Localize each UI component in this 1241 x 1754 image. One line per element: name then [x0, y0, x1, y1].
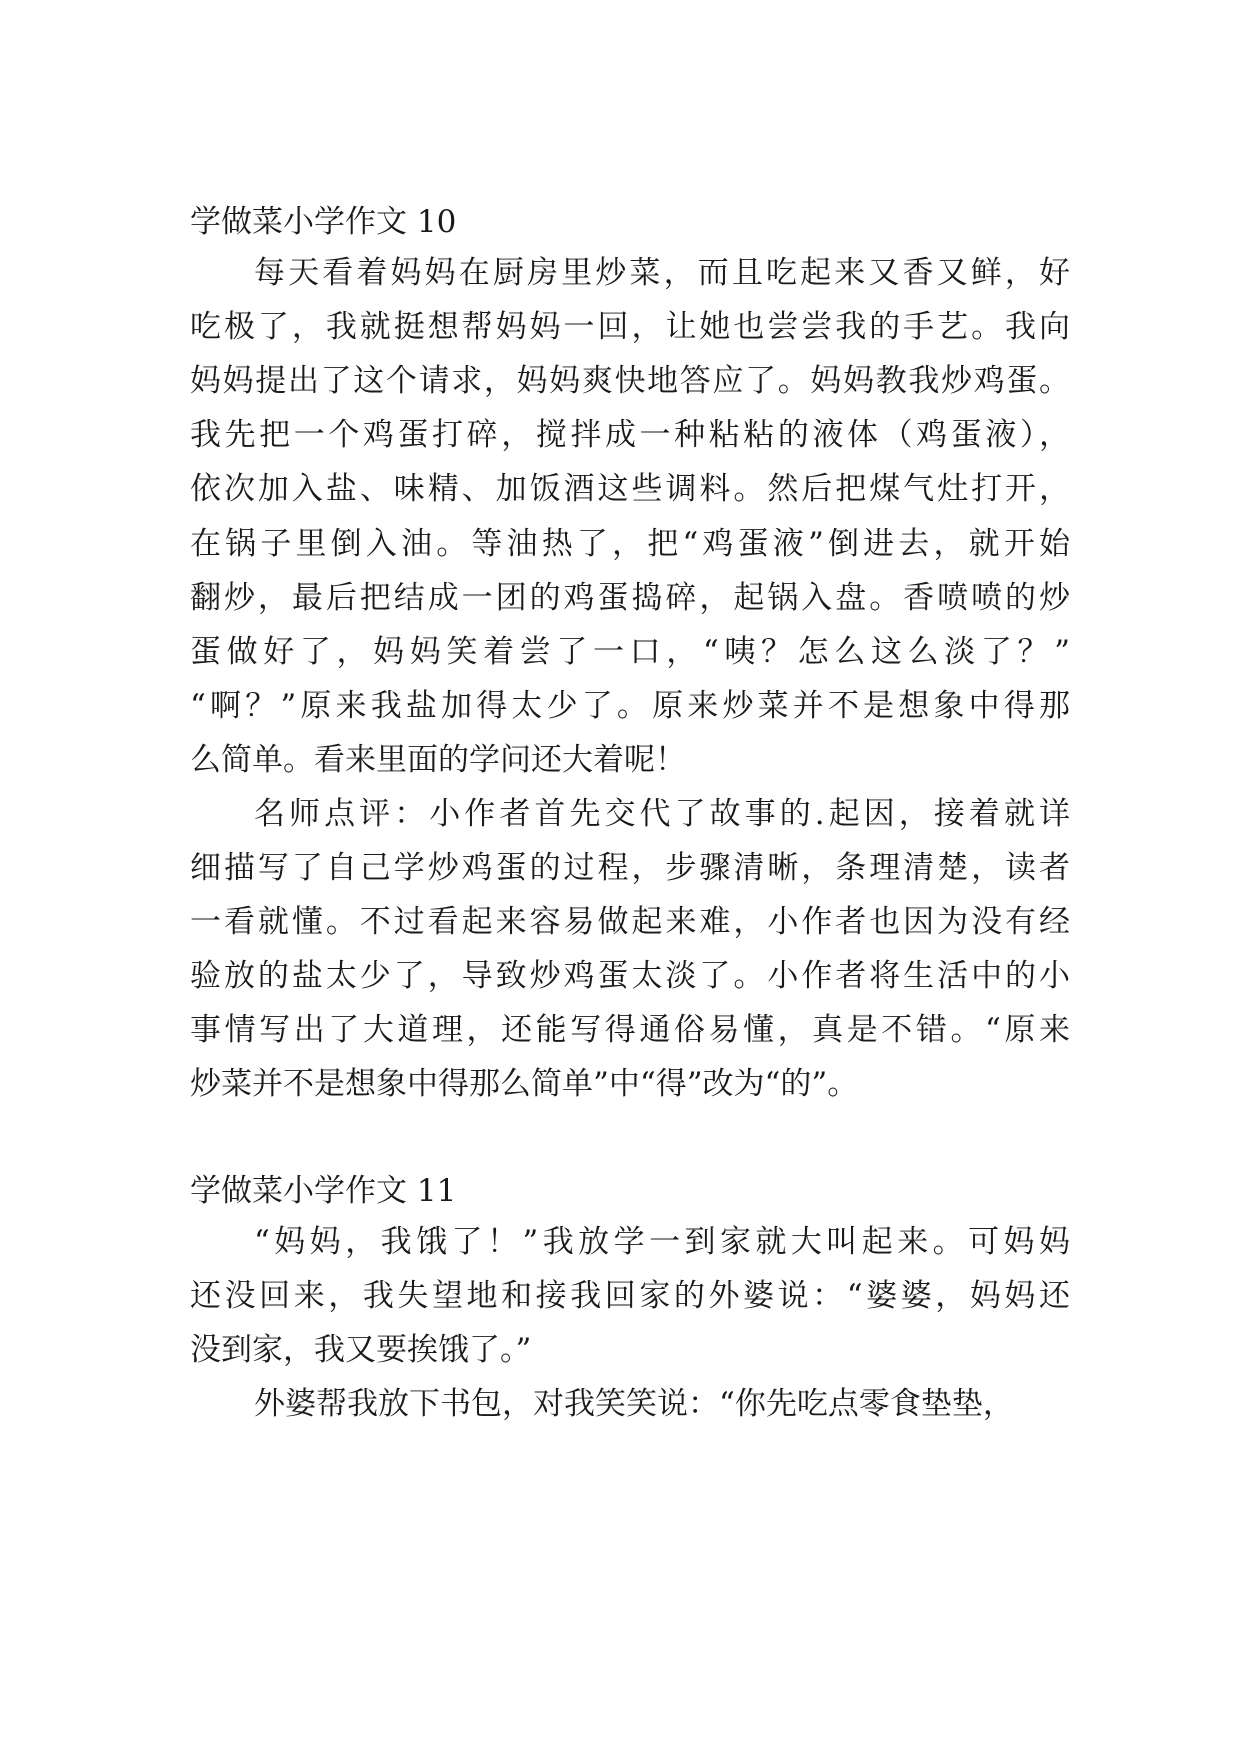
text-line: 蛋做好了，妈妈笑着尝了一口，“咦？怎么这么淡了？” [190, 634, 1070, 670]
text-line: 细描写了自己学炒鸡蛋的过程，步骤清晰，条理清楚，读者 [190, 850, 1070, 886]
text-line: 吃极了，我就挺想帮妈妈一回，让她也尝尝我的手艺。我向 [190, 309, 1070, 345]
text-line: 外婆帮我放下书包，对我笑笑说：“你先吃点零食垫垫， [254, 1386, 1014, 1422]
text-line: 依次加入盐、味精、加饭酒这些调料。然后把煤气灶打开， [190, 471, 1070, 507]
text-line: 炒菜并不是想象中得那么简单”中“得”改为“的”。 [190, 1066, 859, 1102]
text-line: 么简单。看来里面的学问还大着呢！ [190, 742, 686, 778]
essay-title: 学做菜小学作文 10 [190, 204, 457, 240]
text-line: 在锅子里倒入油。等油热了，把“鸡蛋液”倒进去，就开始 [190, 526, 1070, 562]
text-line: 还没回来，我失望地和接我回家的外婆说：“婆婆，妈妈还 [190, 1278, 1070, 1314]
essay-title: 学做菜小学作文 11 [190, 1173, 457, 1209]
text-line: 事情写出了大道理，还能写得通俗易懂，真是不错。“原来 [190, 1012, 1070, 1048]
text-line: 每天看着妈妈在厨房里炒菜，而且吃起来又香又鲜，好 [254, 255, 1070, 291]
text-line: 没到家，我又要挨饿了。” [190, 1332, 532, 1368]
text-line: 验放的盐太少了，导致炒鸡蛋太淡了。小作者将生活中的小 [190, 958, 1070, 994]
text-line: 翻炒，最后把结成一团的鸡蛋捣碎，起锅入盘。香喷喷的炒 [190, 580, 1070, 616]
text-line: 一看就懂。不过看起来容易做起来难，小作者也因为没有经 [190, 904, 1070, 940]
text-line: “妈妈，我饿了！”我放学一到家就大叫起来。可妈妈 [254, 1224, 1070, 1260]
text-line: 名师点评：小作者首先交代了故事的.起因，接着就详 [254, 796, 1070, 832]
text-line: 我先把一个鸡蛋打碎，搅拌成一种粘粘的液体（鸡蛋液）， [190, 417, 1070, 453]
text-line: 妈妈提出了这个请求，妈妈爽快地答应了。妈妈教我炒鸡蛋。 [190, 363, 1070, 399]
text-line: “啊？”原来我盐加得太少了。原来炒菜并不是想象中得那 [190, 688, 1070, 724]
